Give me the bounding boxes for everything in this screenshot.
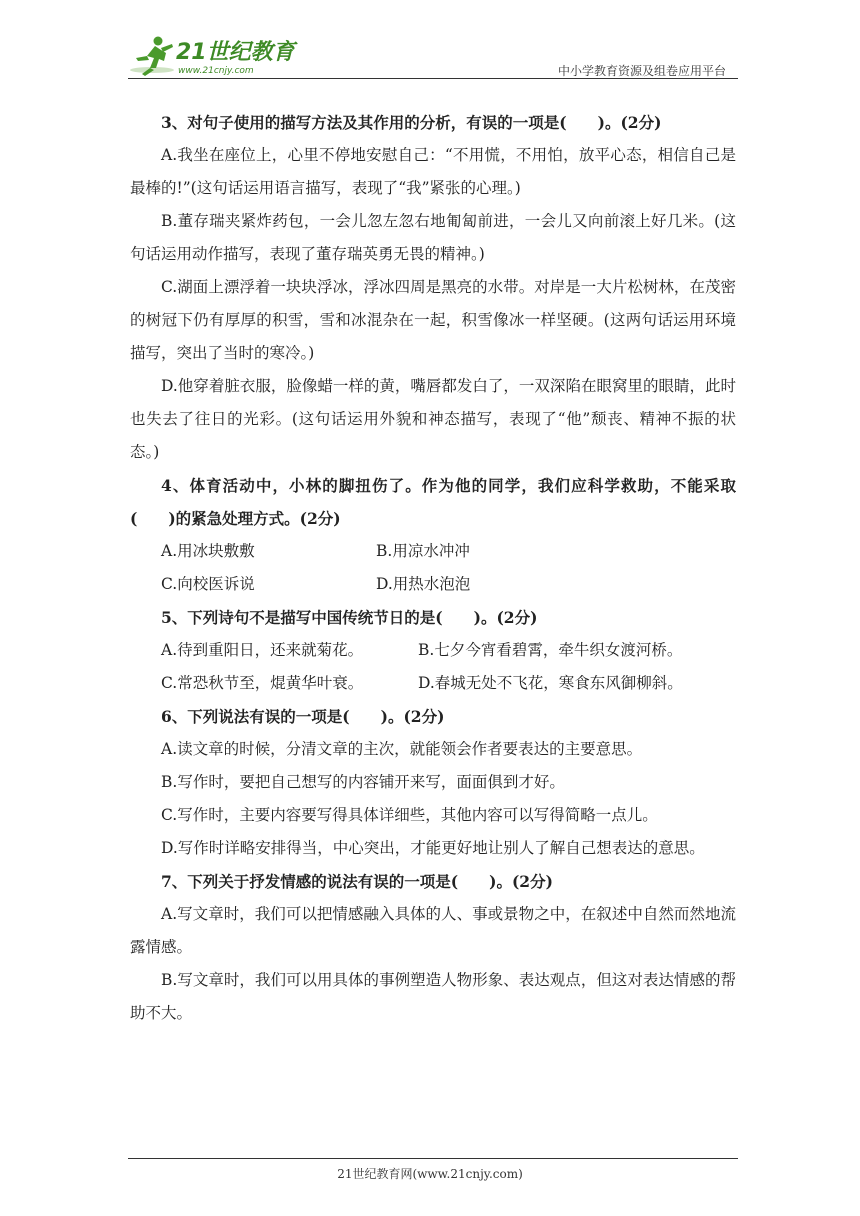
page-header bbox=[128, 30, 738, 80]
question-3-stem: 3、对句子使用的描写方法及其作用的分析，有误的一项是( )。(2分) bbox=[161, 113, 662, 132]
question-5-stem: 5、下列诗句不是描写中国传统节日的是( )。(2分) bbox=[161, 608, 538, 627]
question-5-option-b: B.七夕今宵看碧霄，牵牛织女渡河桥。 bbox=[418, 641, 683, 659]
question-4-options-row-1 bbox=[130, 535, 736, 568]
header-divider bbox=[128, 78, 738, 79]
question-6-option-b: B.写作时，要把自己想写的内容铺开来写，面面俱到才好。 bbox=[161, 773, 565, 791]
question-3-option-d: D.他穿着脏衣服，脸像蜡一样的黄，嘴唇都发白了，一双深陷在眼窝里的眼睛，此时也失去了往日的光彩。(这句话运用外貌和神态描写，表现了“他”颓丧、精神不振的状态。) bbox=[130, 377, 736, 461]
question-4-option-c: C.向校医诉说 bbox=[161, 575, 255, 593]
question-5-option-a: A.待到重阳日，还来就菊花。 bbox=[161, 641, 364, 659]
question-6-option-a: A.读文章的时候，分清文章的主次，就能领会作者要表达的主要意思。 bbox=[161, 740, 643, 758]
logo-title: 21世纪教育 bbox=[176, 40, 295, 65]
question-4-option-a: A.用冰块敷敷 bbox=[161, 542, 255, 560]
question-4-options-row-2 bbox=[130, 568, 736, 601]
question-3-option-b: B.董存瑞夹紧炸药包，一会儿忽左忽右地匍匐前进，一会儿又向前滚上好几米。(这句话运用动作描写，表现了董存瑞英勇无畏的精神。) bbox=[130, 212, 736, 263]
question-5-option-d: D.春城无处不飞花，寒食东风御柳斜。 bbox=[418, 674, 683, 692]
runner-logo-icon bbox=[128, 34, 298, 78]
question-6-stem: 6、下列说法有误的一项是( )。(2分) bbox=[161, 707, 445, 726]
question-7-option-b: B.写文章时，我们可以用具体的事例塑造人物形象、表达观点，但这对表达情感的帮助不大。 bbox=[130, 971, 736, 1022]
page-footer[interactable]: 21世纪教育网(www.21cnjy.com) bbox=[337, 1167, 523, 1181]
question-content bbox=[130, 106, 736, 1030]
site-name: 中小学教育资源及组卷应用平台 bbox=[557, 64, 726, 78]
question-5-option-c: C.常恐秋节至，焜黄华叶衰。 bbox=[161, 674, 364, 692]
logo-url: www.21cnjy.com bbox=[178, 66, 254, 76]
question-4-option-d: D.用热水泡泡 bbox=[376, 575, 471, 593]
question-4-stem: 4、体育活动中，小林的脚扭伤了。作为他的同学，我们应科学救助，不能采取( )的紧急处理方式。(2分) bbox=[130, 476, 736, 528]
question-6-option-d: D.写作时详略安排得当，中心突出，才能更好地让别人了解自己想表达的意思。 bbox=[161, 839, 705, 857]
question-6-option-c: C.写作时，主要内容要写得具体详细些，其他内容可以写得简略一点儿。 bbox=[161, 806, 658, 824]
question-3-option-a: A.我坐在座位上，心里不停地安慰自己：“不用慌，不用怕，放平心态，相信自己是最棒的!”(这句话运用语言描写，表现了“我”紧张的心理。) bbox=[130, 146, 736, 197]
site-logo[interactable] bbox=[128, 34, 298, 78]
question-7-option-a: A.写文章时，我们可以把情感融入具体的人、事或景物之中，在叙述中自然而然地流露情感。 bbox=[130, 905, 736, 956]
footer-divider bbox=[128, 1158, 738, 1159]
question-4-option-b: B.用凉水冲冲 bbox=[376, 542, 470, 560]
question-3-option-c: C.湖面上漂浮着一块块浮冰，浮冰四周是黑亮的水带。对岸是一大片松树林，在茂密的树冠下仍有厚厚的积雪，雪和冰混杂在一起，积雪像冰一样坚硬。(这两句话运用环境描写，突出了当时的寒冷。) bbox=[130, 278, 736, 362]
question-7-stem: 7、下列关于抒发情感的说法有误的一项是( )。(2分) bbox=[161, 872, 553, 891]
question-5-options-row-1 bbox=[130, 634, 736, 667]
question-5-options-row-2 bbox=[130, 667, 736, 700]
